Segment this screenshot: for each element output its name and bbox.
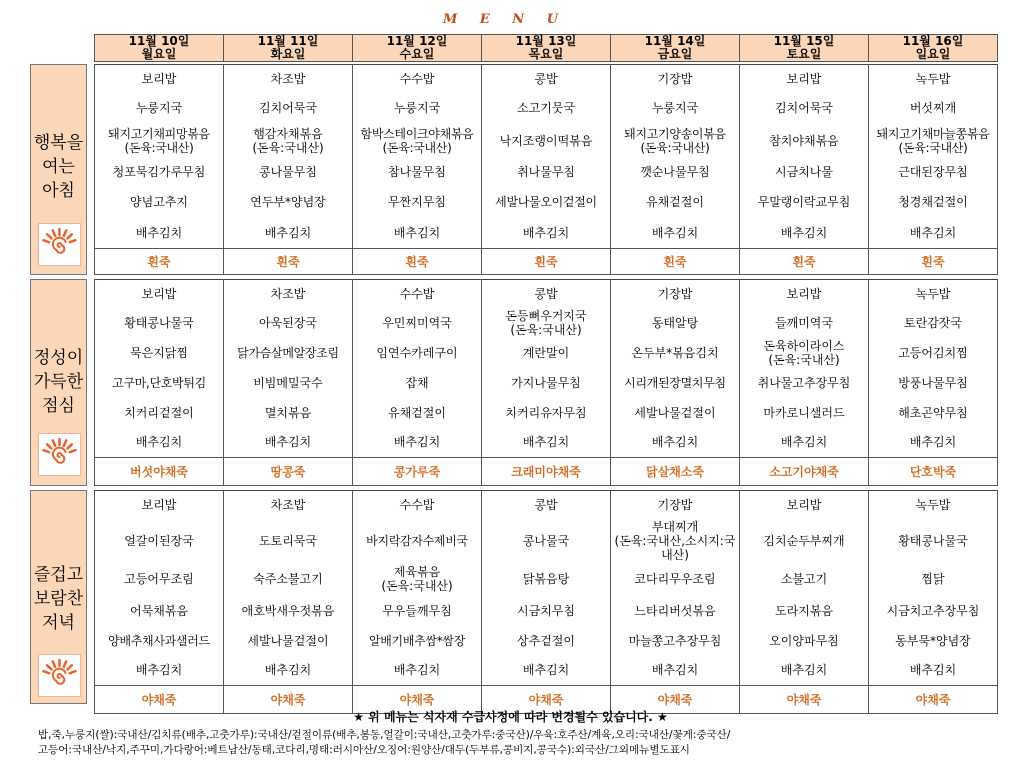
- day-header-mon: 11월 10일 월요일: [95, 35, 224, 62]
- menu-item: 오이양파무침: [740, 626, 869, 656]
- menu-item: 시금치무침: [482, 596, 611, 626]
- menu-item: 돼지고기채피망볶음 (돈육:국내산): [95, 123, 224, 157]
- menu-row: [95, 338, 998, 368]
- menu-item: 수수밥: [353, 65, 482, 93]
- menu-item: 돈육하이라이스 (돈육:국내산): [740, 338, 869, 368]
- porridge-item: 야채죽: [482, 686, 611, 714]
- menu-item: 녹두밥: [869, 65, 998, 93]
- menu-title: M E N U: [442, 12, 568, 27]
- menu-item: 배추김치: [353, 656, 482, 686]
- menu-item: 세발나물겉절이: [611, 398, 740, 428]
- menu-item: 부대찌개 (돈육:국내산,소시지:국내산): [611, 520, 740, 562]
- menu-item: 콩나물무침: [224, 158, 353, 187]
- menu-item: 온두부*볶음김치: [611, 338, 740, 368]
- menu-item: 무짠지무침: [353, 187, 482, 218]
- menu-item: 멸치볶음: [224, 398, 353, 428]
- menu-row: [95, 309, 998, 338]
- meal-label-dinner: [30, 490, 87, 704]
- day-header-tue: 11월 11일 화요일: [224, 35, 353, 62]
- menu-item: 가지나물무침: [482, 368, 611, 398]
- porridge-item: 흰죽: [482, 249, 611, 275]
- menu-row: [95, 158, 998, 187]
- menu-row: [95, 218, 998, 249]
- menu-item: 마카로니샐러드: [740, 398, 869, 428]
- menu-item: 연두부*양념장: [224, 187, 353, 218]
- menu-item: 애호박새우젓볶음: [224, 596, 353, 626]
- menu-item: 배추김치: [95, 656, 224, 686]
- menu-row: [95, 187, 998, 218]
- day-header-sun: 11월 16일 일요일: [869, 35, 998, 62]
- menu-item: 청포묵김가루무침: [95, 158, 224, 187]
- menu-item: 배추김치: [869, 656, 998, 686]
- menu-item: 어묵채볶음: [95, 596, 224, 626]
- menu-item: 배추김치: [611, 656, 740, 686]
- menu-item: 세발나물오이겉절이: [482, 187, 611, 218]
- day-header-wed: 11월 12일 수요일: [353, 35, 482, 62]
- menu-item: 돼지고기채마늘쫑볶음 (돈육:국내산): [869, 123, 998, 157]
- menu-row: [95, 562, 998, 596]
- menu-item: 세발나물겉절이: [224, 626, 353, 656]
- menu-item: 차조밥: [224, 65, 353, 93]
- menu-item: 찜닭: [869, 562, 998, 596]
- menu-item: 방풍나물무침: [869, 368, 998, 398]
- menu-item: 버섯찌개: [869, 92, 998, 123]
- porridge-item: 흰죽: [353, 249, 482, 275]
- day-header-thu: 11월 13일 목요일: [482, 35, 611, 62]
- menu-row: [95, 65, 998, 93]
- porridge-item: 야채죽: [224, 686, 353, 714]
- porridge-item: 흰죽: [611, 249, 740, 275]
- menu-item: 소고기뭇국: [482, 92, 611, 123]
- menu-item: 수수밥: [353, 280, 482, 309]
- sun-icon: [38, 654, 81, 697]
- menu-item: 근대된장무침: [869, 158, 998, 187]
- meal-name-line: 보람찬: [33, 589, 84, 609]
- menu-item: 녹두밥: [869, 491, 998, 520]
- menu-item: 소불고기: [740, 562, 869, 596]
- menu-item: 얼갈이된장국: [95, 520, 224, 562]
- meal-name-line: 가득한: [33, 372, 84, 392]
- menu-item: 배추김치: [224, 218, 353, 249]
- menu-item: 배추김치: [611, 428, 740, 458]
- menu-item: 함박스테이크야채볶음 (돈육:국내산): [353, 123, 482, 157]
- porridge-item: 땅콩죽: [224, 458, 353, 486]
- day-header-sat: 11월 15일 토요일: [740, 35, 869, 62]
- porridge-item: 소고기야채죽: [740, 458, 869, 486]
- menu-item: 유채겉절이: [611, 187, 740, 218]
- menu-item: 치커리겉절이: [95, 398, 224, 428]
- menu-row: [95, 428, 998, 458]
- menu-row: [95, 491, 998, 520]
- menu-item: 콩나물국: [482, 520, 611, 562]
- menu-item: 느타리버섯볶음: [611, 596, 740, 626]
- change-notice: ★ 위 메뉴는 식자재 수급사정에 따라 변경될수 있습니다. ★: [353, 710, 668, 724]
- menu-item: 동부묵*양념장: [869, 626, 998, 656]
- menu-item: 해초곤약무침: [869, 398, 998, 428]
- menu-item: 콩밥: [482, 65, 611, 93]
- menu-item: 배추김치: [95, 428, 224, 458]
- menu-item: 코다리무우조림: [611, 562, 740, 596]
- menu-item: 콩밥: [482, 491, 611, 520]
- menu-item: 도토리묵국: [224, 520, 353, 562]
- menu-item: 배추김치: [740, 218, 869, 249]
- porridge-item: 흰죽: [869, 249, 998, 275]
- meal-label-lunch: [30, 279, 87, 486]
- menu-row: [95, 123, 998, 157]
- menu-item: 양념고추지: [95, 187, 224, 218]
- menu-row: [95, 520, 998, 562]
- menu-item: 배추김치: [353, 218, 482, 249]
- menu-item: 낙지조랭이떡볶음: [482, 123, 611, 157]
- menu-item: 배추김치: [353, 428, 482, 458]
- menu-item: 배추김치: [869, 218, 998, 249]
- porridge-item: 야채죽: [95, 686, 224, 714]
- meal-name-line: 저녁: [42, 613, 75, 633]
- menu-row: [95, 92, 998, 123]
- menu-item: 임연수카레구이: [353, 338, 482, 368]
- lunch-menu-table: [94, 279, 998, 486]
- menu-item: 묵은지닭찜: [95, 338, 224, 368]
- menu-row: [95, 656, 998, 686]
- porridge-item: 크래미야채죽: [482, 458, 611, 486]
- porridge-item: 야채죽: [740, 686, 869, 714]
- menu-item: 기장밥: [611, 65, 740, 93]
- menu-item: 잡채: [353, 368, 482, 398]
- menu-item: 차조밥: [224, 491, 353, 520]
- menu-item: 치커리유자무침: [482, 398, 611, 428]
- menu-item: 누룽지국: [611, 92, 740, 123]
- breakfast-menu-table: [94, 64, 998, 275]
- menu-item: 계란말이: [482, 338, 611, 368]
- porridge-item: 닭살채소죽: [611, 458, 740, 486]
- menu-row: [95, 626, 998, 656]
- menu-item: 수수밥: [353, 491, 482, 520]
- menu-row: [95, 368, 998, 398]
- menu-item: 배추김치: [740, 656, 869, 686]
- meal-name-line: 점심: [42, 396, 75, 416]
- menu-item: 누룽지국: [353, 92, 482, 123]
- menu-item: 취나물고추장무침: [740, 368, 869, 398]
- menu-item: 보리밥: [95, 280, 224, 309]
- menu-item: 무말랭이락교무침: [740, 187, 869, 218]
- menu-item: 알배기배추쌈*쌈장: [353, 626, 482, 656]
- menu-item: 제육볶음 (돈육:국내산): [353, 562, 482, 596]
- porridge-row: [95, 249, 998, 275]
- meal-name-line: 여는: [42, 157, 75, 177]
- menu-item: 김치어묵국: [224, 92, 353, 123]
- menu-item: 무우들깨무침: [353, 596, 482, 626]
- menu-item: 닭가슴살메알장조림: [224, 338, 353, 368]
- menu-item: 보리밥: [740, 280, 869, 309]
- menu-item: 보리밥: [740, 65, 869, 93]
- menu-item: 콩밥: [482, 280, 611, 309]
- menu-item: 고등어김치찜: [869, 338, 998, 368]
- menu-item: 배추김치: [95, 218, 224, 249]
- menu-item: 배추김치: [224, 656, 353, 686]
- porridge-item: 야채죽: [611, 686, 740, 714]
- dinner-menu-table: [94, 490, 998, 714]
- menu-item: 도라지볶음: [740, 596, 869, 626]
- menu-item: 닭볶음탕: [482, 562, 611, 596]
- menu-item: 숙주소불고기: [224, 562, 353, 596]
- menu-item: 깻순나물무침: [611, 158, 740, 187]
- porridge-item: 흰죽: [95, 249, 224, 275]
- menu-item: 배추김치: [740, 428, 869, 458]
- menu-item: 참나물무침: [353, 158, 482, 187]
- menu-item: 김치어묵국: [740, 92, 869, 123]
- porridge-item: 흰죽: [740, 249, 869, 275]
- menu-row: [95, 280, 998, 309]
- sun-icon: [38, 433, 81, 476]
- menu-item: 보리밥: [95, 491, 224, 520]
- menu-item: 들깨미역국: [740, 309, 869, 338]
- menu-item: 취나물무침: [482, 158, 611, 187]
- menu-item: 황태콩나물국: [869, 520, 998, 562]
- menu-item: 배추김치: [869, 428, 998, 458]
- menu-item: 배추김치: [482, 656, 611, 686]
- menu-item: 시리개된장멸치무침: [611, 368, 740, 398]
- meal-name-line: 행복을: [33, 133, 84, 153]
- menu-item: 차조밥: [224, 280, 353, 309]
- menu-item: 참치야채볶음: [740, 123, 869, 157]
- menu-item: 배추김치: [611, 218, 740, 249]
- menu-item: 고구마,단호박튀김: [95, 368, 224, 398]
- menu-item: 돼지고기양송이볶음 (돈육:국내산): [611, 123, 740, 157]
- menu-item: 배추김치: [482, 428, 611, 458]
- menu-item: 고등어무조림: [95, 562, 224, 596]
- menu-row: [95, 398, 998, 428]
- porridge-item: 단호박죽: [869, 458, 998, 486]
- day-header: [94, 34, 998, 62]
- menu-item: 시금치나물: [740, 158, 869, 187]
- menu-item: 청경채겉절이: [869, 187, 998, 218]
- menu-item: 우민찌미역국: [353, 309, 482, 338]
- porridge-item: 흰죽: [224, 249, 353, 275]
- origin-info-line-1: 밥,죽,누룽지(쌀):국내산/김치류(배추,고춧가루):국내산/겉절이류(배추,봄동,얼갈이:국내산,고춧가루:중국산)/우육:호주산/계육,오리:국내산/꽃게:중국산/: [38, 729, 731, 741]
- porridge-item: 야채죽: [869, 686, 998, 714]
- porridge-row: [95, 458, 998, 486]
- menu-row: [95, 596, 998, 626]
- menu-item: 배추김치: [482, 218, 611, 249]
- menu-item: 기장밥: [611, 491, 740, 520]
- menu-item: 황태콩나물국: [95, 309, 224, 338]
- meal-label-breakfast: [30, 64, 87, 275]
- meal-name-line: 즐겁고: [33, 565, 84, 585]
- menu-item: 돈등뼈우거지국 (돈육:국내산): [482, 309, 611, 338]
- menu-item: 햄감자채볶음 (돈육:국내산): [224, 123, 353, 157]
- porridge-item: 콩가루죽: [353, 458, 482, 486]
- menu-item: 유채겉절이: [353, 398, 482, 428]
- menu-item: 배추김치: [224, 428, 353, 458]
- menu-item: 동태알탕: [611, 309, 740, 338]
- menu-item: 토란감잣국: [869, 309, 998, 338]
- porridge-item: 버섯야채죽: [95, 458, 224, 486]
- menu-item: 바지락감자수제비국: [353, 520, 482, 562]
- origin-info-line-2: 고등어:국내산/낙지,주꾸미,가다랑어:베트남산/동태,코다리,명태:러시아산/오징어:원양산/대두(두부류,콩비지,콩국수):외국산/그외메뉴별도표시: [38, 744, 690, 756]
- menu-item: 김치순두부찌개: [740, 520, 869, 562]
- menu-item: 마늘쫑고추장무침: [611, 626, 740, 656]
- menu-item: 보리밥: [740, 491, 869, 520]
- menu-item: 기장밥: [611, 280, 740, 309]
- meal-name-line: 정성이: [33, 348, 84, 368]
- menu-item: 보리밥: [95, 65, 224, 93]
- sun-icon: [38, 223, 81, 266]
- menu-item: 녹두밥: [869, 280, 998, 309]
- menu-item: 시금치고추장무침: [869, 596, 998, 626]
- day-header-fri: 11월 14일 금요일: [611, 35, 740, 62]
- porridge-item: 야채죽: [353, 686, 482, 714]
- menu-item: 상추겉절이: [482, 626, 611, 656]
- menu-item: 누룽지국: [95, 92, 224, 123]
- menu-item: 비빔메밀국수: [224, 368, 353, 398]
- meal-name-line: 아침: [42, 181, 75, 201]
- menu-item: 양배추채사과샐러드: [95, 626, 224, 656]
- menu-item: 아욱된장국: [224, 309, 353, 338]
